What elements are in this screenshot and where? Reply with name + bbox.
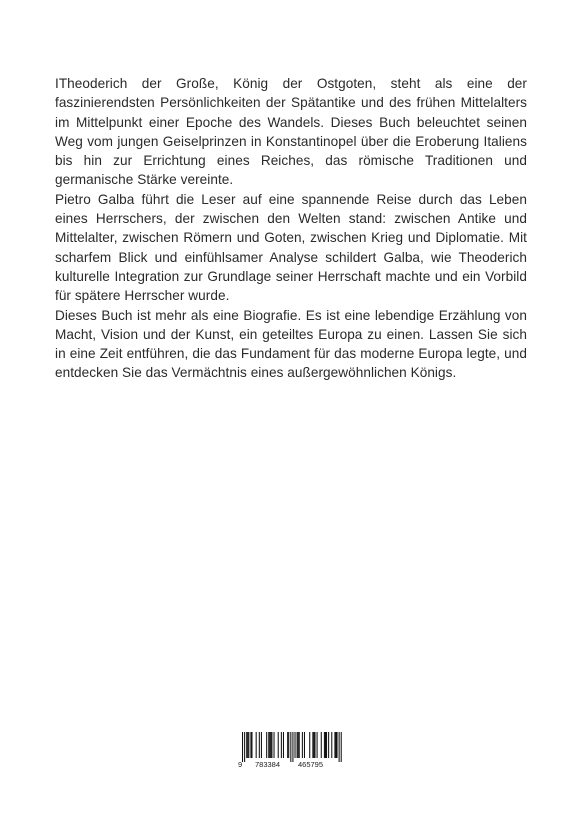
barcode-bar xyxy=(270,732,271,758)
barcode-bar xyxy=(331,732,332,758)
blurb-paragraph-1: ITheoderich der Große, König der Ostgoten, steht als eine der faszinierendsten Persönlichkeiten der Spätantike und des frühen Mittelalters im Mittelpunkt einer Epoche des Wandels. Dieses Buch beleuchtet seinen Weg vom jungen Geiselprinzen in Konstantinopel über die Eroberung Italiens bis hin zur Errichtung eines Reiches, das römische Traditionen und germanische Stärke vereinte. xyxy=(55,76,527,188)
blurb-paragraph-2: Pietro Galba führt die Leser auf eine spannende Reise durch das Leben eines Herrschers, der zwischen den Welten stand: zwischen Antike und Mittelalter, zwischen Römern und Goten, zwischen Krieg und Diplomatie. Mit scharfem Blick und einfühlsamer Analyse schildert Galba, wie Theoderich kulturelle Integration zur Grundlage seiner Herrschaft machte und ein Vorbild für spätere Herrscher wurde. xyxy=(55,191,527,304)
barcode-bar xyxy=(266,732,267,758)
barcode-bar xyxy=(248,732,249,758)
barcode-bar xyxy=(334,732,335,758)
barcode-digits xyxy=(236,760,342,770)
barcode-bar xyxy=(326,732,327,758)
barcode-bar xyxy=(242,732,243,762)
barcode-bar xyxy=(259,732,260,758)
barcode-bar xyxy=(271,732,272,758)
barcode-bar xyxy=(312,732,313,758)
barcode-bar xyxy=(244,732,245,762)
barcode-bar xyxy=(251,732,252,758)
barcode-bar xyxy=(341,732,342,762)
barcode-right-group: 465795 xyxy=(298,760,324,769)
barcode-bar xyxy=(328,732,329,758)
blurb-paragraph-3: Dieses Buch ist mehr als eine Biografie. Es ist eine lebendige Erzählung von Macht, Vision und der Kunst, ein geteiltes Europa zu einen. Lassen Sie sich in eine Zeit entführen, die das Fundament für das moderne Europa legte, und entdecken Sie das Vermächtnis eines außergewöhnlichen Königs. xyxy=(55,307,527,381)
barcode-bar xyxy=(288,732,289,758)
barcode-left-group: 783384 xyxy=(255,760,281,769)
barcode-bar xyxy=(261,732,262,758)
barcode-bar xyxy=(324,732,325,758)
barcode-bar xyxy=(281,732,282,758)
barcode-bar xyxy=(269,732,270,758)
isbn-barcode xyxy=(236,732,342,770)
barcode-bar xyxy=(314,732,315,758)
barcode-bar xyxy=(268,732,269,758)
barcode-bar xyxy=(299,732,300,758)
barcode-bar xyxy=(313,732,314,758)
barcode-bar xyxy=(290,732,291,762)
barcode-bars xyxy=(236,732,342,762)
barcode-bar xyxy=(309,732,310,758)
blurb-text xyxy=(55,74,527,383)
barcode-bar xyxy=(335,732,336,758)
barcode-bar xyxy=(287,732,288,758)
barcode-bar xyxy=(298,732,299,758)
barcode-bar xyxy=(292,732,293,762)
barcode-bar xyxy=(339,732,340,762)
barcode-lead-digit: 9 xyxy=(238,760,243,769)
barcode-bar xyxy=(274,732,275,758)
barcode-bar xyxy=(283,732,284,758)
barcode-bar xyxy=(247,732,248,758)
barcode-bar xyxy=(295,732,296,758)
barcode-bar xyxy=(325,732,326,758)
barcode-bar xyxy=(278,732,279,758)
barcode-bar xyxy=(337,732,338,758)
barcode-bar xyxy=(250,732,251,758)
barcode-bar xyxy=(246,732,247,758)
barcode-bar xyxy=(256,732,257,758)
barcode-bar xyxy=(297,732,298,758)
barcode-bar xyxy=(317,732,318,758)
barcode-bar xyxy=(302,732,303,758)
barcode-bar xyxy=(304,732,305,758)
barcode-bar xyxy=(321,732,322,758)
